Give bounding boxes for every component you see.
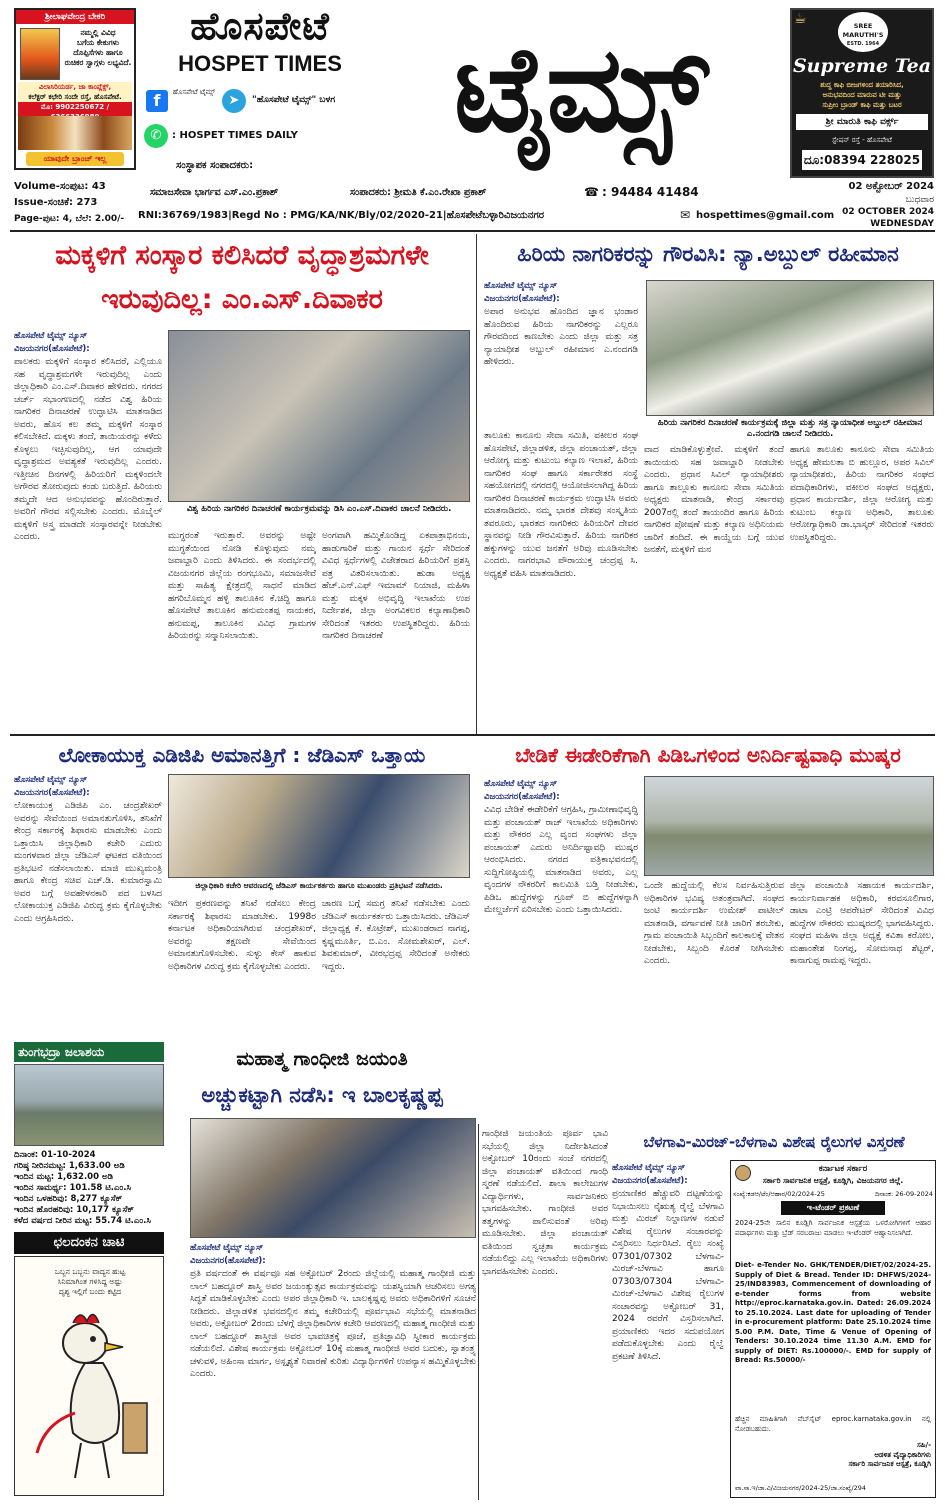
ad-left-address1: ವಿಲಾಸಿರಿಯರ್ಡ, ಜಾ ಕಾಂಪ್ಲೆಕ್ಸ್, (38, 83, 112, 91)
issue-label: Issue-ಸಂಚಿಕೆ: 273 (14, 197, 98, 208)
story3-col2: ಇದೀಗ ಪ್ರಕರಣವನ್ನು ತನಿಖೆ ನಡೆಸಲು ಕೇಂದ್ರ ಸರ್ಕಾರಕ್ಕೆ ಶಿಫಾರಸು ಮಾಡಬೇಕು. 1998ರ ಕರ್ನಾಟಕ ಅಧಿಕಾರಿಯಾಗಿರುವ ಚಂದ್ರಶೇಖರ್, ಅವರನ್ನು ತಕ್ಷಣವೇ ಸೇವೆಯಿಂದ ಅಮಾನತುಗೊಳಿಸಬೇಕು. ಸುಳ್ಳು ಕೇಸ್ ಹಾಕುವ ಅಧಿಕಾರಿಗಳ ವಿರುದ್ಧ ಕ್ರಮ ಕೈಗೊಳ್ಳಬೇಕು ಎಂದರು. (168, 899, 316, 972)
tender-sign1: ಸಹಿ/- (917, 1441, 931, 1449)
dam-date: ದಿನಾಂಕ: 01-10-2024 (14, 1150, 96, 1160)
story5-col-mid: ಗಾಂಧೀಜಿ ಜಯಂತಿಯ ಪೂರ್ವ ಭಾವಿ ಸಭೆಯಲ್ಲಿ ಜಿಲ್ಲಾ ನಿರ್ದೇಶಿಸಿದಂತೆ ಅಕ್ಟೋಬರ್ 10ರಂದು ಸಂಜೆ ನಗರದಲ್ಲಿ ಜಿಲ್ಲಾ ಪಂಚಾಯತ್ ವತಿಯಿಂದ ಗಾಂಧಿ ಸ್ಮರಣೆ ನಡೆಯಲಿದೆ. ಶಾಲಾ ಕಾಲೇಜುಗಳ ವಿದ್ಯಾರ್ಥಿಗಳು, ಸಾರ್ವಜನಿಕರು ಭಾಗವಹಿಸಬೇಕು. ಗಾಂಧೀಜಿ ಅವರ ತತ್ವಗಳನ್ನು ಪಾಲಿಸುವಂತೆ ಅರಿವು ಮೂಡಿಸಬೇಕು. ಜಿಲ್ಲಾ ಪಂಚಾಯತ್ ವತಿಯಿಂದ ಸ್ವಚ್ಛತಾ ಕಾರ್ಯಕ್ರಮ ನಡೆಯಲಿದ್ದು ಎಲ್ಲ ಇಲಾಖೆಯ ಅಧಿಕಾರಿಗಳು ಭಾಗವಹಿಸಬೇಕು ಎಂದರು. (482, 1129, 608, 1277)
ad-left-line1: ನಮ್ಮಲ್ಲಿ ವಿವಿಧ (80, 28, 116, 37)
story5-dateline: ಹೊಸಪೇಟೆ ಟೈಮ್ಸ್ ನ್ಯೂಸ್ ವಿಜಯನಗರ(ಹೊಸಪೇಟೆ): (190, 1243, 266, 1266)
story1-col3: ಅಂಗವಾಗಿ ಹಮ್ಮಿಕೊಂಡಿದ್ದ ಏಕಪಾತ್ರಾಭಿನಯ, ಹಾಡುಗಾರಿಕೆ ಮತ್ತು ಗಾಯನ ಸ್ಪರ್ಧೆ ಸೇರಿದಂತೆ ವಿವಿಧ ಸ್ಪರ್ಧೆಗಳಲ್ಲಿ ವಿಜೇತರಾದ ಹಿರಿಯರಿಗೆ ಪ್ರಶಸ್ತಿ ಪತ್ರ ವಿತರಿಸಲಾಯಿತು. ಹುಡಾ ಅಧ್ಯಕ್ಷ ಹೆಚ್.ಎನ್.ಎಫ್ ಇಮಾಮ್ ನಿಯಾಜಿ, ಮಹಿಳಾ ಮತ್ತು ಮಕ್ಕಳ ಅಭಿವೃದ್ಧಿ ಇಲಾಖೆಯ ಉಪ ನಿರ್ದೇಶಕ, ಜಿಲ್ಲಾ ಅಂಗವಿಕಲರ ಕಲ್ಯಾಣಾಧಿಕಾರಿ ಸೇರಿದಂತೆ ಇತರರು ಉಪಸ್ಥಿತರಿದ್ದರು. ಹಿರಿಯ ನಾಗರಿಕರ ದಿನಾಚರಣೆ (322, 531, 470, 641)
story1-col1: ಪಾಲಕರು ಮಕ್ಕಳಿಗೆ ಸಂಸ್ಕಾರ ಕಲಿಸಿದರೆ, ಎಲ್ಲಿಯೂ ಸಹ ವೃದ್ಧಾಶ್ರಮಗಳೇ ಇರುವುದಿಲ್ಲ ಎಂದು ಜಿಲ್ಲಾಧಿಕಾರಿ ಎಂ.ಎಸ್.ದಿವಾಕರ ಹೇಳಿದರು. ನಗರದ ಚರ್ಚ್ ಸಭಾಂಗಣದಲ್ಲಿ ನಡೆದ ವಿಶ್ವ ಹಿರಿಯ ನಾಗರಿಕರ ದಿನಾಚರಣೆ ಉದ್ಘಾಟಿಸಿ ಮಾತನಾಡಿದ ಅವರು, ಹೊಸ ಕಲ ತಮ್ಮ ಮಕ್ಕಳಿಗೆ ಸಂಸ್ಕಾರ ಕಲಿಸಬೇಕಿದೆ. ಮಕ್ಕಳು ತಂದೆ, ತಾಯಿಯರನ್ನು ಕಳೆದು ಕೊಳ್ಳಲು ಇಚ್ಛಿಸುವುದಿಲ್ಲ, ಆಗ ಯಾವುದೇ ವೃದ್ಧಾಶ್ರಮದ ಅವಶ್ಯಕತೆ ಇರುವುದಿಲ್ಲ ಎಂದರು. ಇತ್ತೀಚಿನ ದಿನಗಳಲ್ಲಿ ಹಿರಿಯರಿಗೆ ಮಕ್ಕಳಿಂದಲೇ ಅಗೌರವ ತೋರುವುದು ಕಂಡು ಬರುತ್ತಿದೆ. ಹಿರಿಯರು ತಮ್ಮದೇ ಆದ ಅನುಭವವನ್ನು ಹೊಂದಿರುತ್ತಾರೆ. ಅವರಿಗೆ ಗೌರವ ಸಲ್ಲಿಸಬೇಕು ಎಂದರು. ಮೊಬೈಲ್ ಮಕ್ಕಳಿಗೆ ಅಸ್ತ್ರ ಮಾಡದೇ ಸಂಸ್ಕಾರವನ್ನೇ ನೀಡಬೇಕು ಎಂದರು. (14, 357, 162, 542)
story4-col3: ಜಿಲ್ಲಾ ಪಂಚಾಯಿತಿ ಸಹಾಯಕ ಕಾರ್ಯದರ್ಶಿ, ಕಾರ್ಯನಿರ್ವಾಹಕ ಅಧಿಕಾರಿ, ಕರವಸೂಲಿಗಾರ, ಡಾಟಾ ಎಂಟ್ರಿ ಆಪರೇಟರ್ ಸೇರಿದಂತೆ ವಿವಿಧ ಹುದ್ದೆಗಳ ನೌಕರರು ಮುಷ್ಕರದಲ್ಲಿ ಭಾಗವಹಿಸಿದ್ದರು. ಸಂಘದ ಮಹಿಳಾ ಜಿಲ್ಲಾ ಅಧ್ಯಕ್ಷೆ ಕವಿತಾ ಕರೋಲ, ಮಹಾಂತೇಶ ನಿಂಗಪ್ಪ, ಸೋಮನಾಥ ಶೆಟ್ಟರ್, ಕಾನಾಗುಪ್ಪ ರಾಮಪ್ಪ ಇದ್ದರು. (790, 881, 934, 966)
ad-left-line3: ದೊಪ್ಪಿಸೆಗಳು ಹಾಗೂ (73, 48, 123, 57)
dam-line4: ಇಂದಿನ ಒಳಹರಿವು: 8,277 ಕ್ಯೂಸೆಕ್ (14, 1194, 123, 1204)
cartoon-text-1: ಒಬ್ಬನ ಒಬ್ಬನು ವಾದ್ಯನ ಹುಟ್ಟ (54, 1267, 126, 1276)
story2-col3: ಹಾಗೂ ತಾಲೂಕು ಕಾನೂನು ಸೇವಾ ಸಮಿತಿಯ ಅಧ್ಯಕ್ಷ ಹೇಮಲತಾ ಬಿ ಹುಲ್ಲೂರ, ಅಪರ ಸಿವಿಲ್ ನ್ಯಾಯಾಧೀಶರು, ಹಿರಿಯ ನಾಗರಿಕರ ಸಂಘದ ಪದಾಧಿಕಾರಿಗಳು, ವಕೀಲರ ಸಂಘದ ಅಧ್ಯಕ್ಷರು, ಪ್ರಧಾನ ಕಾರ್ಯದರ್ಶಿ, ಜಿಲ್ಲಾ ಆರೋಗ್ಯ ಮತ್ತು ಕುಟುಂಬ ಕಲ್ಯಾಣ ಅಧಿಕಾರಿ, ತಾಲೂಕು ಆರೋಗ್ಯಾಧಿಕಾರಿ ಡಾ.ಭಾಸ್ಕರ್ ಸೇರಿದಂತೆ ಇತರರು ಉಪಸ್ಥಿತರಿದ್ದರು. (790, 445, 934, 543)
tender-sign3: ಸರ್ಕಾರಿ ಸಾರ್ವಜನಿಕ ಆಸ್ಪತ್ರೆ, ಕೂಡ್ಲಿಗಿ (848, 1460, 931, 1468)
cartoon-text-2: ಸಿನಿಮಾಗಿಂತ ಗಳಿಸಿದ್ದ ಅಷ್ಟು (57, 1277, 123, 1286)
pages-price-label: Page-ಪುಟ: 4, ಬೆಲೆ: 2.00/- (14, 214, 125, 224)
dam-line2: ಇಂದಿನ ಮಟ್ಟ: 1,632.00 ಅಡಿ (14, 1172, 113, 1182)
story6-dateline: ಹೊಸಪೇಟೆ ಟೈಮ್ಸ್ ನ್ಯೂಸ್ ವಿಜಯನಗರ(ಹೊಸಪೇಟೆ): (612, 1163, 688, 1186)
story5-body: ಪ್ರತಿ ವರ್ಷದಂತೆ ಈ ವರ್ಷವೂ ಸಹ ಅಕ್ಟೋಬರ್ 2ರಂದು ಜಿಲ್ಲೆಯಲ್ಲಿ ಮಹಾತ್ಮ ಗಾಂಧೀಜಿ ಮತ್ತು ಲಾಲ್ ಬಹದ್ದೂರ್ ಶಾಸ್ತ್ರಿ ಅವರ ಜಯಂತ್ಯುತ್ಸವ ಕಾರ್ಯಕ್ರಮವನ್ನು ಯಶಸ್ವಿಯಾಗಿ ಆಚರಿಸಲು ಅಗತ್ಯ ಸಿದ್ಧತೆ ಮಾಡಿಕೊಳ್ಳಬೇಕು ಎಂದು ಅಪರ ಜಿಲ್ಲಾಧಿಕಾರಿ ಇ. ಬಾಲಕೃಷ್ಣಪ್ಪ ಅವರು ಅಧಿಕಾರಿಗಳಿಗೆ ಸೂಚನೆ ನೀಡಿದರು. ಜಿಲ್ಲಾಡಳಿತ ಭವನದಲ್ಲಿನ ತಮ್ಮ ಕಚೇರಿಯಲ್ಲಿ ಪೂರ್ವಭಾವಿ ಸಭೆಯಲ್ಲಿ ಮಾತನಾಡಿದ ಅವರು, ಅಕ್ಟೋಬರ್ 2ರಂದು ಬೆಳಗ್ಗೆ ಜಿಲ್ಲಾಧಿಕಾರಿಗಳ ಕಚೇರಿ ಆವರಣದಲ್ಲಿ ಮಹಾತ್ಮ ಗಾಂಧೀಜಿ ಮತ್ತು ಲಾಲ್ ಬಹದ್ದೂರ್ ಶಾಸ್ತ್ರೀಜಿ ಅವರ ಭಾವಚಿತ್ರಕ್ಕೆ ಪೂಜೆ, ಪ್ರತಿಜ್ಞಾವಿಧಿ ಸ್ವೀಕಾರ ಕಾರ್ಯಕ್ರಮ ನಡೆಯಲಿದೆ. ವಿಶೇಷ ಕಾರ್ಯಕ್ರಮ ಅಕ್ಟೋಬರ್ 10ಕ್ಕೆ ಮಹಾತ್ಮ ಗಾಂಧೀಜಿ ಅವರ ಬದುಕು, ಸ್ವಾತಂತ್ರ್ಯ ಚಳುವಳಿ, ಅಹಿಂಸಾ ಮಾರ್ಗ, ಅಸ್ಪೃಶ್ಯತೆ ನಿವಾರಣೆ ಕುರಿತು ವಿದ್ಯಾರ್ಥಿಗಳಿಗೆ ಉಪನ್ಯಾಸ ಹಮ್ಮಿಕೊಳ್ಳಬೇಕು ಎಂದರು. (190, 1269, 476, 1379)
tea-brand: SREE MARUTHI'S (842, 22, 884, 39)
story6-body: ಪ್ರಯಾಣಿಕರ ಹೆಚ್ಚುವರಿ ದಟ್ಟಣೆಯನ್ನು ನಿಭಾಯಿಸಲು ನೈಋತ್ಯ ರೈಲ್ವೆ ಬೆಳಗಾವಿ ಮತ್ತು ಮಿರಜ್ ನಿಲ್ದಾಣಗಳ ನಡುವೆ ವಿಶೇಷ ರೈಲುಗಳ ಸಂಚಾರವನ್ನು ವಿಸ್ತರಿಸಲು ನಿರ್ಧರಿಸಿದೆ. ರೈಲು ಸಂಖ್ಯೆ 07301/07302 ಬೆಳಗಾವಿ-ಮಿರಜ್-ಬೆಳಗಾವಿ ಹಾಗೂ 07303/07304 ಬೆಳಗಾವಿ-ಮಿರಜ್-ಬೆಳಗಾವಿ ವಿಶೇಷ ರೈಲುಗಳ ಸಂಚಾರವನ್ನು ಅಕ್ಟೋಬರ್ 31, 2024 ರವರೆಗೆ ವಿಸ್ತರಿಸಲಾಗಿದೆ. ಪ್ರಯಾಣಿಕರು ಇದರ ಸದುಪಯೋಗ ಪಡೆದುಕೊಳ್ಳಬೇಕು ಎಂದು ರೈಲ್ವೆ ಪ್ರಕಟಣೆ ತಿಳಿಸಿದೆ. (612, 1189, 724, 1362)
story1-col2: ಮುಗ್ಧರಂತೆ ಇರುತ್ತಾರೆ. ಅವರನ್ನು ಅಷ್ಟೇ ಮುಗ್ಧತೆಯಿಂದ ನೋಡಿ ಕೊಳ್ಳುವುದು ನಮ್ಮ ಜವಾಬ್ದಾರಿ ಎಂದು ತಿಳಿಸಿದರು. ಈ ಸಂದರ್ಭದಲ್ಲಿ ವಿಜಯನಗರ ಜಿಲ್ಲೆಯ ರಂಗಭೂಮಿ, ಸಮಾಜಸೇವೆ ಮತ್ತು ಸಾಹಿತ್ಯ ಕ್ಷೇತ್ರದಲ್ಲಿ ಸಾಧನೆ ಮಾಡಿದ ಹಗರಿಬೊಮ್ಮನ ಹಳ್ಳಿ ತಾಲೂಕಿನ ಕೆ.ಚಿದ್ಧಿ ಹಾಗೂ ಹೊಸಪೇಟೆ ತಾಲೂಕಿನ ಹನುಮಂತಪ್ಪ ನಾಯಕರ, ಹನುಮಪ್ಪ, ತಾಲೂಕಿನ ವಿವಿಧ ಗ್ರಾಮಗಳ ಹಿರಿಯರನ್ನು ಸನ್ಮಾನಿಸಲಾಯಿತು. (168, 531, 316, 641)
story2-col2: ವಾದ ಮಾಡಿಕೊಳ್ಳುತ್ತೇವೆ. ಮಕ್ಕಳಿಗೆ ತಂದೆ ತಾಯಿಯರು ಸಹ ಜವಾಬ್ದಾರಿ ನೀಡಬೇಕು ಎಂದರು. ಪ್ರಧಾನ ಸಿವಿಲ್ ನ್ಯಾಯಾಧೀಶರು ಹಾಗೂ ತಾಲ್ಲೂಕು ಕಾನೂನು ಸೇವಾ ಸಮಿತಿಯ ಅಧ್ಯಕ್ಷರು ಮಾತನಾಡಿ, ಕೇಂದ್ರ ಸರ್ಕಾರವು 2007ರಲ್ಲಿ ತಂದೆ ತಾಯಂದಿರ ಹಾಗೂ ಹಿರಿಯ ನಾಗರಿಕರ ಪೋಷಣೆ ಮತ್ತು ಕಲ್ಯಾಣ ಅಧಿನಿಯಮ ಜಾರಿಗೆ ತಂದಿದೆ. ಈ ಕಾಯ್ದೆಯ ಬಗ್ಗೆ ಯುವ ಜನತೆಗೆ, ಮಕ್ಕಳಿಗೆ ಮನ (644, 445, 784, 555)
date-english: 02 OCTOBER 2024 (842, 207, 934, 217)
story3-headline: ಲೋಕಾಯುಕ್ತ ಎಡಿಜಿಪಿ ಅಮಾನತ್ತಿಗೆ : ಜೆಡಿಎಸ್ ಒತ್ತಾಯ (58, 743, 426, 767)
ad-left-bakery (14, 8, 136, 170)
tea-road: ಸ್ಟೇಷನ್ ರಸ್ತೆ - ಹೊಸಪೇಟೆ (832, 136, 892, 144)
story4-col2: ಒಂದೇ ಹುದ್ದೆಯಲ್ಲಿ ಕೆಲಸ ನಿರ್ವಹಿಸುತ್ತಿರುವ ಅಧಿಕಾರಿಗಳ ಭವಿಷ್ಯ ಅತಂತ್ರವಾಗಿದೆ. ಸಂಘದ ಜಂಟಿ ಕಾರ್ಯದರ್ಶಿ ಉಮೇಶ್ ಪಾಟೀಲ್ ಮಾತನಾಡಿ, ವರ್ಗಾವಣೆ ನೀತಿ ಜಾರಿಗೆ ತರಬೇಕು, ಗ್ರಾಮ ಪಂಚಾಯಿತಿ ಸಿಬ್ಬಂದಿಗೆ ಕಾಲಕಾಲಕ್ಕೆ ವೇತನ ನೀಡಬೇಕು, ಸಿಬ್ಬಂದಿ ಕೊರತೆ ನೀಗಿಸಬೇಕು ಎಂದರು. (644, 881, 784, 966)
story4-dateline: ಹೊಸಪೇಟೆ ಟೈಮ್ಸ್ ನ್ಯೂಸ್ ವಿಜಯನಗರ(ಹೊಸಪೇಟೆ): (484, 779, 560, 802)
founder-editor-label: ಸಂಸ್ಥಾಪಕ ಸಂಪಾದಕರು: (176, 160, 254, 171)
tea-shop: ಶ್ರೀ ಮಾರುತಿ ಕಾಫಿ ವರ್ಕ್ಸ್ (796, 114, 928, 130)
story6-headline: ಬೆಳಗಾವಿ-ಮಿರಜ್-ಬೆಳಗಾವಿ ವಿಶೇಷ ರೈಲುಗಳ ವಿಸ್ತರಣೆ (643, 1133, 905, 1151)
ad-left-line2: ಬಗೆಯ ಕೇಕುಗಳು (77, 38, 119, 47)
story3-col3: ಚಾರಣ ಬಗ್ಗೆ ಸಮಗ್ರ ತನಿಖೆ ನಡೆಸಬೇಕು ಎಂದು ಜೆಡಿಎಸ್ ಕಾರ್ಯಕರ್ತರು ಒತ್ತಾಯಿಸಿದರು. ಜೆಡಿಎಸ್ ಜಿಲ್ಲಾಧ್ಯಕ್ಷ ಕೆ. ಕೊಟ್ರೇಶ್, ಮುಖಂಡರಾದ ನಾಗಪ್ಪ, ಕೃಷ್ಣಮೂರ್ತಿ, ಬಿ.ಎಂ. ಸೋಮಶೇಖರ್, ಎಲ್. ಶಿವಕುಮಾರ್, ವೀರಭದ್ರಪ್ಪ ಸೇರಿದಂತೆ ಅನೇಕರು ಇದ್ದರು. (322, 899, 470, 972)
story2-photo (646, 280, 934, 416)
story4-col1: ವಿವಿಧ ಬೇಡಿಕೆ ಈಡೇರಿಕೆಗೆ ಆಗ್ರಹಿಸಿ, ಗ್ರಾಮೀಣಾಭಿವೃದ್ಧಿ ಮತ್ತು ಪಂಚಾಯತ್ ರಾಜ್ ಇಲಾಖೆಯ ಅಧಿಕಾರಿಗಳು ಮತ್ತು ನೌಕರರ ಎಲ್ಲ ವೃಂದ ಸಂಘಗಳು ಜಿಲ್ಲಾ ಪಂಚಾಯತ್ ಎದುರು ಅನಿರ್ದಿಷ್ಟಾವಧಿ ಮುಷ್ಕರ ಆರಂಭಿಸಿದರು. ನಗರದ ಪತ್ರಿಕಾಭವನದಲ್ಲಿ ಸುದ್ದಿಗೋಷ್ಠಿಯಲ್ಲಿ ಮಾತನಾಡಿದ ಅವರು, ಎಲ್ಲ ವೃಂದಗಳ ನೌಕರರಿಗೆ ಕಾಲಮಿತಿ ಬಡ್ತಿ ನೀಡಬೇಕು, ಪಿಡಿಒ ಹುದ್ದೆಗಳನ್ನು ಗ್ರೂಪ್ ಬಿ ಹುದ್ದೆಗಳನ್ನಾಗಿ ಮೇಲ್ದರ್ಜೆಗೆ ಏರಿಸಬೇಕು ಎಂದು ಒತ್ತಾಯಿಸಿದರು. (484, 805, 638, 915)
ad-left-title: ಶ್ರೀಲಾಘವೇಂದ್ರ ಬೇಕರಿ (16, 10, 134, 24)
tender-notice (730, 1160, 936, 1498)
email-icon: ✉ (680, 208, 691, 222)
story3-photo-caption: ಜಿಲ್ಲಾಧಿಕಾರಿ ಕಚೇರಿ ಆವರಣದಲ್ಲಿ ಜೆಡಿಎಸ್ ಕಾರ್ಯಕರ್ತರು ಹಾಗೂ ಮುಖಂಡರು ಪ್ರತಿಭಟನೆ ನಡೆಸಿದರು. (195, 881, 443, 890)
story1-photo-caption: ವಿಶ್ವ ಹಿರಿಯ ನಾಗರಿಕರ ದಿನಾಚರಣೆ ಕಾರ್ಯಕ್ರಮವನ್ನು ಡಿಸಿ ಎಂ.ಎಸ್.ದಿವಾಕರ ಚಾಲನೆ ನೀಡಿದರು. (186, 504, 452, 514)
story5-headline-line1: ಮಹಾತ್ಮ ಗಾಂಧೀಜಿ ಜಯಂತಿ (236, 1048, 408, 1070)
dam-line1: ಗರಿಷ್ಠ ನೀರಿನಮಟ್ಟ: 1,633.00 ಅಡಿ (14, 1161, 125, 1171)
story3-photo (168, 774, 470, 878)
tea-name: Supreme Tea (792, 55, 932, 77)
masthead-title-kannada: ಹೊಸಪೇಟೆ (190, 3, 330, 48)
tea-cup-icon: ☕ (794, 11, 807, 27)
story3-col1: ಲೋಕಾಯುಕ್ತ ಎಡಿಜಿಪಿ ಎಂ. ಚಂದ್ರಶೇಖರ್ ಅವರನ್ನು ಸೇವೆಯಿಂದ ಅಮಾನತುಗೊಳಿಸಿ, ತನಿಖೆಗೆ ಕೇಂದ್ರ ಸರ್ಕಾರಕ್ಕೆ ಶಿಫಾರಸು ಮಾಡಬೇಕು ಎಂದು ಒತ್ತಾಯಿಸಿ ಜಿಲ್ಲಾಧಿಕಾರಿ ಕಚೇರಿ ಎದುರು ಮಂಗಳವಾರ ಜಿಲ್ಲಾ ಜೆಡಿಎಸ್ ಘಟಕದ ವತಿಯಿಂದ ಪ್ರತಿಭಟನೆ ನಡೆಸಲಾಯಿತು. ಮಾಜಿ ಮುಖ್ಯಮಂತ್ರಿ ಹಾಗೂ ಕೇಂದ್ರ ಸಚಿವ ಎಚ್.ಡಿ. ಕುಮಾರಸ್ವಾಮಿ ಅವರ ಬಗ್ಗೆ ಅವಹೇಳನಕಾರಿ ಪದ ಬಳಸಿದ ಲೋಕಾಯುಕ್ತ ಎಡಿಜಿಪಿ ವಿರುದ್ಧ ಕ್ರಮ ಕೈಗೊಳ್ಳಬೇಕು ಎಂದು ಆಗ್ರಹಿಸಿದರು. (14, 801, 162, 924)
facebook-icon[interactable]: f (146, 90, 168, 112)
social-group-label: "ಹೊಸಪೇಟೆ ಟೈಮ್ಸ್" ಬಳಗ (252, 95, 336, 105)
tea-est: ESTD. 1964 (846, 41, 880, 47)
cartoon-text-3: ದೃಶ್ಯ ಇಲ್ಲಿಗೆ ಬಂದು ಕಟ್ಟಿದ (58, 1287, 122, 1296)
deity-image (20, 28, 60, 80)
story3-dateline: ಹೊಸಪೇಟೆ ಟೈಮ್ಸ್ ನ್ಯೂಸ್ ವಿಜಯನಗರ(ಹೊಸಪೇಟೆ): (14, 775, 90, 798)
story1-headline-line1: ಮಕ್ಕಳಿಗೆ ಸಂಸ್ಕಾರ ಕಲಿಸಿದರೆ ವೃದ್ಧಾಶ್ರಮಗಳೇ (55, 240, 429, 271)
dam-line6: ಕಳೆದ ವರ್ಷದ ನೀರಿನ ಮಟ್ಟ: 55.74 ಟಿ.ಎಂ.ಸಿ (14, 1216, 151, 1226)
story1-photo (168, 330, 470, 502)
story1-headline-line2: ಇರುವುದಿಲ್ಲ: ಎಂ.ಎಸ್.ದಿವಾಕರ (101, 284, 383, 315)
ad-left-line4: ರುಚಿಕರ ಸ್ವಾಗ್ಗಳು ಲಭ್ಯವಿದೆ. (64, 58, 132, 67)
dam-photo (14, 1064, 164, 1146)
story5-photo (190, 1118, 476, 1238)
tender-footer: ವಾ.ಸಾ.ಇ/ಜಾ.ವಿ/ವಿಜಯನಗರ/2024-25/ಜಾ.ಸಂಖ್ಯೆ/294 (735, 1484, 867, 1492)
day-english: WEDNESDAY (870, 219, 934, 229)
publisher-label: ಸಮಾಜಸೇವಾ ಭಾರ್ಗವ ಎಸ್.ಎಂ.ಪ್ರಕಾಶ್ (150, 187, 279, 198)
rni-label: RNI:36769/1983|Regd No : PMG/KA/NK/Bly/02/2020-21|ಹೊಸಪೇಟೆಬಳ್ಳಾರಿವಿಜಯನಗರ (138, 210, 545, 221)
tender-sign2: ಆಡಳಿತ ವೈದ್ಯಾಧಿಕಾರಿಗಳು (874, 1450, 931, 1459)
tender-govt: ಕರ್ನಾಟಕ ಸರ್ಕಾರ (818, 1164, 868, 1174)
tea-phone: ದೂ:08394 228025 (802, 150, 922, 170)
volume-label: Volume-ಸಂಪುಟ: 43 (14, 181, 106, 192)
tender-office: ಸರ್ಕಾರಿ ಸಾರ್ವಜನಿಕ ಆಸ್ಪತ್ರೆ, ಕೂಡ್ಲಿಗಿ, ವಿಜಯನಗರ ಜಿಲ್ಲೆ. (762, 1176, 904, 1185)
phone-icon: ☎ (584, 185, 599, 199)
facebook-page-label[interactable]: ಹೊಸಪೇಟೆ ಟೈಮ್ಸ್ (172, 88, 216, 96)
tea-brand-seal (838, 12, 888, 52)
ad-right-tea (790, 8, 934, 178)
date-kannada: 02 ಅಕ್ಟೋಬರ್ 2024 (848, 181, 934, 192)
story1-dateline: ಹೊಸಪೇಟೆ ಟೈಮ್ಸ್ ನ್ಯೂಸ್ ವಿಜಯನಗರ(ಹೊಸಪೇಟೆ): (14, 331, 90, 354)
day-kannada: ಬುಧವಾರ (905, 195, 934, 205)
whatsapp-label: : HOSPET TIMES DAILY (172, 130, 298, 141)
story4-photo (644, 776, 934, 876)
phone-number: : 94484 41484 (602, 185, 699, 199)
tender-date: ದಿನಾಂಕ: 26-09-2024 (875, 1190, 933, 1198)
cartoon-title: ಛಲದಂಕನ ಚಾಟಿ (14, 1232, 164, 1254)
tender-ref: ಸಂಖ್ಯೆ:ಕಡಆ/ಟೆಂ/ಆಹಾರ/02/2024-25 (733, 1190, 825, 1198)
ad-left-phone: ಮೊ: 9902250672 / (18, 102, 132, 122)
rooster-cartoon-icon (25, 1303, 155, 1493)
story2-lead: ಅಪಾರ ಅನುಭವ ಹೊಂದಿದ ಜ್ಞಾನ ಭಂಡಾರ ಹೊಂದಿರುವ ಹಿರಿಯ ನಾಗರಿಕರನ್ನು ಎಲ್ಲರೂ ಗೌರವದಿಂದ ಕಾಣಬೇಕು ಎಂದು ಜಿಲ್ಲಾ ಮತ್ತು ಸತ್ರ ನ್ಯಾಯಾಧೀಶ ಅಬ್ದುಲ್ ರಹೀಮಾನ ಎ.ನಂದಗಡಿ ಹೇಳಿದರು. (484, 307, 638, 367)
column-divider-lower (478, 1124, 479, 1500)
ad-left-address2: ಕಲೆಕ್ಟರ್ ಕಛೇರಿ ಸಂದೇ ರಸ್ತೆ, ಹೊಸಪೇಟೆ. (28, 93, 122, 101)
story5-headline-line2: ಅಚ್ಚುಕಟ್ಟಾಗಿ ನಡೆಸಿ: ಇ ಬಾಲಕೃಷ್ಣಪ್ಪ (201, 1083, 443, 1107)
tender-heading: ಇ-ಟೆಂಡರ್ ಪ್ರಕಟಣೆ (781, 1201, 885, 1215)
bakery-products-image (18, 116, 132, 150)
story2-dateline: ಹೊಸಪೇಟೆ ಟೈಮ್ಸ್ ನ್ಯೂಸ್ ವಿಜಯನಗರ(ಹೊಸಪೇಟೆ): (484, 281, 560, 304)
editor-label: ಸಂಪಾದಕರು: ಶ್ರೀಮತಿ ಕೆ.ಎಂ.ರೇಖಾ ಪ್ರಕಾಶ್ (350, 187, 487, 198)
cartoon-panel (14, 1256, 164, 1496)
email-label[interactable]: hospettimes@gmail.com (696, 210, 835, 221)
telegram-icon[interactable]: ➤ (222, 89, 246, 113)
dam-line5: ಇಂದಿನ ಹೊರಹರಿವು: 10,177 ಕ್ಯೂಸೆಕ್ (14, 1205, 134, 1215)
tea-line1: ಶುದ್ಧ ಕಾಫಿ ಬೀಜಗಳಿಂದ ತಯಾರಿಸಿದ, (820, 81, 904, 89)
tea-line2: ಅನುಭವದಿಂದ ಮಾರುವ ಟೀ ಮತ್ತು (822, 91, 902, 99)
row-divider-1 (10, 734, 935, 736)
masthead-title-english: HOSPET TIMES (178, 51, 342, 76)
dam-title: ತುಂಗಭದ್ರಾ ಜಲಾಶಯ (14, 1042, 164, 1062)
story2-photo-caption: ಹಿರಿಯ ನಾಗರಿಕರ ದಿನಾಚರಣೆ ಕಾರ್ಯಕ್ರಮಕ್ಕೆ ಜಿಲ್ಲಾ ಮತ್ತು ಸತ್ರ ನ್ಯಾಯಾಧೀಶ ಅಬ್ದುಲ್ ರಹೀಮಾನ ಎ.ನಂದಗಡಿ ಚಾಲನೆ ನೀಡಿದರು. (657, 418, 923, 439)
column-divider-center (476, 234, 477, 734)
tender-body3: ಹೆಚ್ಚಿನ ಮಾಹಿತಿಗಾಗಿ ವೆಬ್‌ಸೈಟ್ eproc.karnataka.gov.in ನಲ್ಲಿ ನೋಡಬಹುದು. (735, 1415, 931, 1433)
whatsapp-icon[interactable]: ✆ (144, 124, 168, 148)
tea-line3: ಸುಪ್ರೀಂ ಬ್ರಾಂಡ್ ಕಾಫಿ ಮತ್ತು ಬಟರ (822, 101, 902, 109)
story4-headline: ಬೇಡಿಕೆ ಈಡೇರಿಕೆಗಾಗಿ ಪಿಡಿಒಗಳಿಂದ ಅನಿರ್ದಿಷ್ಟವಾಧಿ ಮುಷ್ಕರ (515, 743, 901, 767)
story2-col1: ತಾಲೂಕು ಕಾನೂನು ಸೇವಾ ಸಮಿತಿ, ವಕೀಲರ ಸಂಘ ಹೊಸಪೇಟೆ, ಜಿಲ್ಲಾಡಳಿತ, ಜಿಲ್ಲಾ ಪಂಚಾಯತ್, ಜಿಲ್ಲಾ ಆರೋಗ್ಯ ಮತ್ತು ಕುಟುಂಬ ಕಲ್ಯಾಣ ಇಲಾಖೆ, ಹಿರಿಯ ನಾಗರಿಕರ ಸಂಘ ಹಾಗೂ ಸರ್ಕಾರೇತರ ಸಂಸ್ಥೆ ಸಹಯೋಗದಲ್ಲಿ ನಗರದಲ್ಲಿ ಆಯೋಜಿಸಲಾಗಿದ್ದ ಹಿರಿಯ ನಾಗರಿಕರ ದಿನಾಚರಣೆ ಕಾರ್ಯಕ್ರಮ ಉದ್ಘಾಟಿಸಿ ಅವರು ಮಾತನಾಡಿದರು. ನಮ್ಮ ಭಾರತ ದೇಶವು ಸಂಸ್ಕೃತಿಯ ತವರೂರು, ಭಾರತದ ನಾಗರಿಕರು ಹಿರಿಯರಿಗೆ ದೇವರ ಸ್ಥಾನವನ್ನು ನೀಡಿ ಗೌರವಿಸುತ್ತಾರೆ. ಹಿರಿಯ ನಾಗರಿಕರ ಹಕ್ಕುಗಳನ್ನು ಯುವ ಜನತೆಗೆ ಅರಿವು ಮೂಡಿಸಬೇಕು ಎಂದರು. ನಾಗರಭಾವಿ ಪೌರಾಯುಕ್ತ ಚಂದ್ರಪ್ಪ ಸಿ. ಅಧ್ಯಕ್ಷತೆ ವಹಿಸಿ ಮಾತನಾಡಿದರು. (484, 431, 638, 579)
tender-body2: Diet- e-Tender No. GHK/TENDER/DIET/02/2024-25. Supply of Diet & Bread. Tender ID: DHFWS/2024-25/IND83983, Commencement of downloading of e-tender forms from website http://eproc.karnataka.gov.in. Dated: 26.09.2024 to 25.10.2024. Last date for uploading of Tender in e-procurement platform: Date 25.10.2024 time 5.00 P.M. Date, Time & Venue of Opening of Tenders: 30.10.2024 time 11.30 A.M. EMD for supply of DIET: Rs.100000/-. EMD for supply of Bread: Rs.50000/- (735, 1261, 931, 1364)
dam-line3: ಇಂದಿನ ಸಾಮರ್ಥ್ಯ: 101.58 ಟಿ.ಎಂ.ಸಿ (14, 1183, 131, 1193)
story2-headline: ಹಿರಿಯ ನಾಗರಿಕರನ್ನು ಗೌರವಿಸಿ: ನ್ಯಾ.ಅಬ್ದುಲ್ ರಹೀಮಾನ (517, 242, 899, 266)
ad-left-footer: ಯಾವುದೇ ಬ್ರಾಂಚ್ ಇಲ್ಲ (26, 152, 124, 166)
masthead-title-big: ಟೈಮ್ಸ್ (453, 19, 707, 158)
masthead-divider (10, 230, 935, 232)
tender-body1: 2024-25ನೇ ಸಾಲಿನ ಕೂಡ್ಲಿಗಿ ಸಾರ್ವಜನಿಕ ಆಸ್ಪತ್ರೆಯ ಒಳರೋಗಿಗಳಿಗೆ ಆಹಾರ ಪದಾರ್ಥಗಳು ಮತ್ತು ಬ್ರೆಡ್ ಸರಬರಾಜು ಮಾಡಲು ಇ-ಟೆಂಡರ್ ಆಹ್ವಾನಿಸಲಾಗಿದೆ. (735, 1219, 931, 1237)
